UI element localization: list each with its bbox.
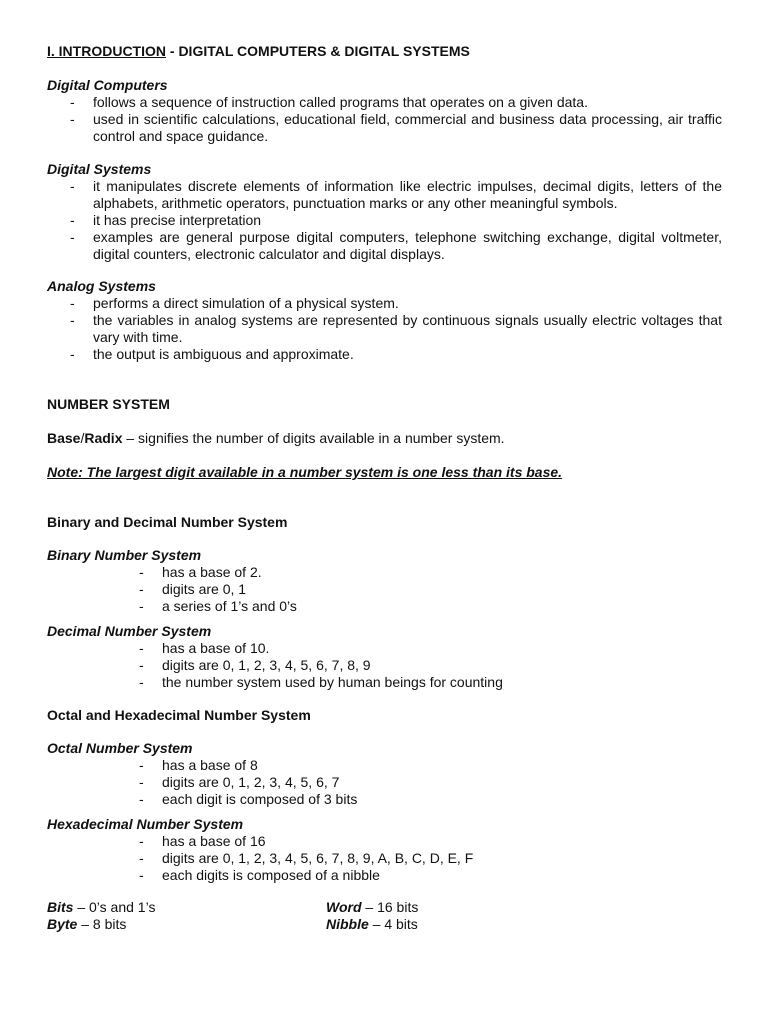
- list-item: [139, 564, 639, 581]
- nibble-term: Nibble: [326, 916, 369, 932]
- bullet-dash: -: [70, 312, 75, 328]
- bullet-dash: -: [139, 850, 144, 866]
- base-radix-definition: [47, 430, 722, 447]
- analog-systems-heading: Analog Systems: [47, 278, 156, 294]
- word-term: Word: [326, 899, 362, 915]
- slash-separator: /: [80, 430, 85, 446]
- list-item-text: it manipulates discrete elements of information like electric impulses, decimal digits, letters of the alphabets, arithmetic operators, punctuation marks or any other meaningful symbols.: [93, 178, 722, 211]
- bullet-dash: -: [70, 295, 75, 311]
- list-item: [139, 774, 639, 791]
- binary-list: [139, 564, 639, 615]
- digital-computers-list: [70, 94, 722, 145]
- bullet-dash: -: [139, 867, 144, 883]
- list-item: [70, 94, 722, 111]
- list-item: [139, 757, 639, 774]
- hex-list: [139, 833, 639, 884]
- bits-definition: [47, 899, 155, 916]
- bullet-dash: -: [139, 581, 144, 597]
- bullet-dash: -: [70, 346, 75, 362]
- hex-heading: Hexadecimal Number System: [47, 816, 244, 832]
- list-item-text: examples are general purpose digital computers, telephone switching exchange, digital voltmeter, digital counters, electronic calculator and digital displays.: [93, 229, 722, 262]
- list-item-text: has a base of 10.: [162, 640, 270, 656]
- title-text: - DIGITAL COMPUTERS & DIGITAL SYSTEMS: [166, 43, 470, 59]
- octal-list: [139, 757, 639, 808]
- binary-heading: Binary Number System: [47, 547, 202, 563]
- base-term: Base: [47, 430, 81, 446]
- list-item: [139, 850, 639, 867]
- bullet-dash: -: [139, 598, 144, 614]
- bullet-dash: -: [70, 94, 75, 110]
- radix-term: Radix: [84, 430, 123, 446]
- list-item-text: performs a direct simulation of a physical system.: [93, 295, 399, 311]
- list-item-text: each digits is composed of a nibble: [162, 867, 380, 883]
- list-item-text: a series of 1’s and 0’s: [162, 598, 297, 614]
- bullet-dash: -: [70, 229, 75, 245]
- decimal-list: [139, 640, 639, 691]
- bullet-dash: -: [139, 674, 144, 690]
- word-definition: [326, 899, 418, 916]
- nibble-value: – 4 bits: [368, 916, 418, 932]
- list-item: [139, 791, 639, 808]
- bullet-dash: -: [70, 111, 75, 127]
- digital-computers-heading: Digital Computers: [47, 77, 168, 93]
- number-system-heading: NUMBER SYSTEM: [47, 396, 170, 412]
- list-item: [139, 640, 639, 657]
- list-item-text: digits are 0, 1, 2, 3, 4, 5, 6, 7: [162, 774, 340, 790]
- list-item: [70, 229, 722, 263]
- bullet-dash: -: [70, 212, 75, 228]
- byte-term: Byte: [47, 916, 78, 932]
- digital-systems-heading: Digital Systems: [47, 161, 152, 177]
- list-item-text: digits are 0, 1, 2, 3, 4, 5, 6, 7, 8, 9: [162, 657, 371, 673]
- analog-systems-list: [70, 295, 722, 363]
- list-item-text: digits are 0, 1: [162, 581, 247, 597]
- decimal-heading: Decimal Number System: [47, 623, 212, 639]
- list-item: [139, 867, 639, 884]
- title-section-number: I. INTRODUCTION: [47, 43, 166, 59]
- bullet-dash: -: [139, 564, 144, 580]
- list-item-text: it has precise interpretation: [93, 212, 262, 228]
- list-item-text: has a base of 2.: [162, 564, 262, 580]
- bullet-dash: -: [70, 178, 75, 194]
- list-item: [139, 581, 639, 598]
- list-item-text: has a base of 8: [162, 757, 258, 773]
- list-item-text: each digit is composed of 3 bits: [162, 791, 358, 807]
- digital-systems-list: [70, 178, 722, 263]
- units-right-column: [326, 899, 418, 933]
- note-text: Note: The largest digit available in a number system is one less than its base.: [47, 464, 563, 480]
- list-item-text: used in scientific calculations, educational field, commercial and business data processing, air traffic control and space guidance.: [93, 111, 722, 144]
- units-left-column: [47, 899, 155, 933]
- list-item: [70, 295, 722, 312]
- bullet-dash: -: [139, 757, 144, 773]
- list-item-text: the variables in analog systems are represented by continuous signals usually electric voltages that vary with time.: [93, 312, 722, 345]
- byte-definition: [47, 916, 155, 933]
- list-item: [70, 346, 722, 363]
- list-item: [70, 212, 722, 229]
- page-title: [47, 43, 722, 60]
- list-item-text: has a base of 16: [162, 833, 266, 849]
- octal-hex-heading: Octal and Hexadecimal Number System: [47, 707, 311, 723]
- list-item: [70, 111, 722, 145]
- bits-term: Bits: [47, 899, 74, 915]
- bullet-dash: -: [139, 640, 144, 656]
- octal-heading: Octal Number System: [47, 740, 193, 756]
- list-item: [139, 833, 639, 850]
- list-item: [139, 598, 639, 615]
- bullet-dash: -: [139, 791, 144, 807]
- list-item: [70, 312, 722, 346]
- bits-value: – 0’s and 1’s: [73, 899, 156, 915]
- bullet-dash: -: [139, 833, 144, 849]
- list-item: [139, 674, 639, 691]
- word-value: – 16 bits: [361, 899, 419, 915]
- nibble-definition: [326, 916, 418, 933]
- list-item: [70, 178, 722, 212]
- list-item-text: follows a sequence of instruction called programs that operates on a given data.: [93, 94, 588, 110]
- list-item-text: the number system used by human beings for counting: [162, 674, 503, 690]
- list-item-text: the output is ambiguous and approximate.: [93, 346, 354, 362]
- list-item: [139, 657, 639, 674]
- byte-value: – 8 bits: [77, 916, 127, 932]
- base-definition-text: – signifies the number of digits available in a number system.: [122, 430, 505, 446]
- list-item-text: digits are 0, 1, 2, 3, 4, 5, 6, 7, 8, 9, A, B, C, D, E, F: [162, 850, 474, 866]
- binary-decimal-heading: Binary and Decimal Number System: [47, 514, 288, 530]
- bullet-dash: -: [139, 657, 144, 673]
- bullet-dash: -: [139, 774, 144, 790]
